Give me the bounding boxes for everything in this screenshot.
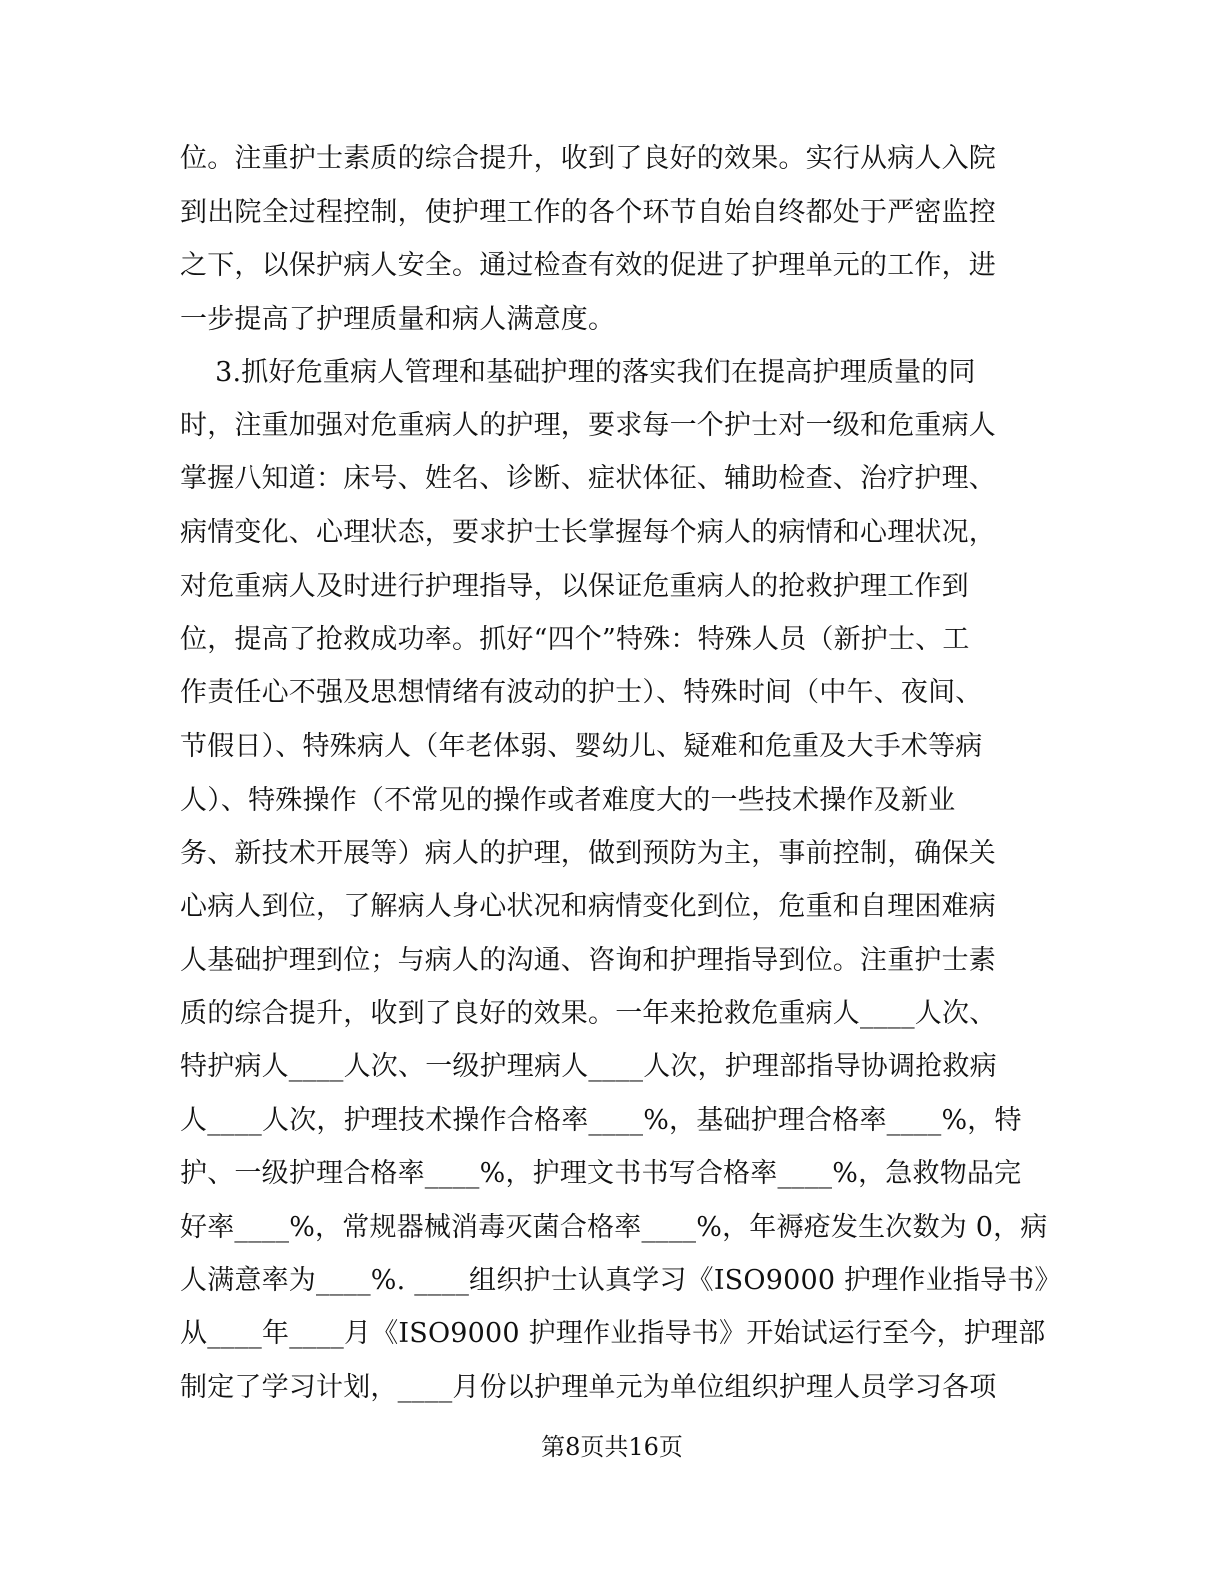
text-line: 位。注重护士素质的综合提升，收到了良好的效果。实行从病人入院 (180, 143, 996, 174)
text-line: 心病人到位，了解病人身心状况和病情变化到位，危重和自理困难病 (180, 891, 996, 922)
text-line: 病情变化、心理状态，要求护士长掌握每个病人的病情和心理状况， (180, 517, 996, 548)
text-line: 制定了学习计划，____月份以护理单元为单位组织护理人员学习各项 (180, 1372, 997, 1403)
text-line: 务、新技术开展等）病人的护理，做到预防为主，事前控制，确保关 (180, 838, 996, 869)
text-line: 节假日）、特殊病人（年老体弱、婴幼儿、疑难和危重及大手术等病 (180, 731, 983, 762)
text-line: 3.抓好危重病人管理和基础护理的落实我们在提高护理质量的同 (180, 357, 976, 388)
text-line: 位，提高了抢救成功率。抓好“四个”特殊：特殊人员（新护士、工 (180, 624, 970, 655)
text-line: 一步提高了护理质量和病人满意度。 (180, 304, 616, 335)
text-line: 人满意率为____%. ____组织护士认真学习《ISO9000 护理作业指导书》 (180, 1265, 1062, 1296)
text-line: 人____人次，护理技术操作合格率____%，基础护理合格率____%，特 (180, 1105, 1022, 1136)
text-line: 质的综合提升，收到了良好的效果。一年来抢救危重病人____人次、 (180, 998, 997, 1029)
text-line: 人基础护理到位；与病人的沟通、咨询和护理指导到位。注重护士素 (180, 945, 996, 976)
text-line: 特护病人____人次、一级护理病人____人次，护理部指导协调抢救病 (180, 1051, 997, 1082)
text-line: 人）、特殊操作（不常见的操作或者难度大的一些技术操作及新业 (180, 785, 956, 816)
text-line: 时，注重加强对危重病人的护理，要求每一个护士对一级和危重病人 (180, 410, 996, 441)
text-line: 好率____%，常规器械消毒灭菌合格率____%，年褥疮发生次数为 0，病 (180, 1212, 1048, 1243)
text-line: 护、一级护理合格率____%，护理文书书写合格率____%，急救物品完 (180, 1158, 1022, 1189)
text-line: 掌握八知道：床号、姓名、诊断、症状体征、辅助检查、治疗护理、 (180, 463, 996, 494)
text-line: 到出院全过程控制，使护理工作的各个环节自始自终都处于严密监控 (180, 197, 996, 228)
text-line: 作责任心不强及思想情绪有波动的护士）、特殊时间（中午、夜间、 (180, 677, 983, 708)
text-line: 从____年____月《ISO9000 护理作业指导书》开始试运行至今，护理部 (180, 1318, 1046, 1349)
text-line: 之下，以保护病人安全。通过检查有效的促进了护理单元的工作，进 (180, 250, 996, 281)
page-number: 第8页共16页 (541, 1433, 683, 1461)
text-line: 对危重病人及时进行护理指导，以保证危重病人的抢救护理工作到 (180, 571, 969, 602)
